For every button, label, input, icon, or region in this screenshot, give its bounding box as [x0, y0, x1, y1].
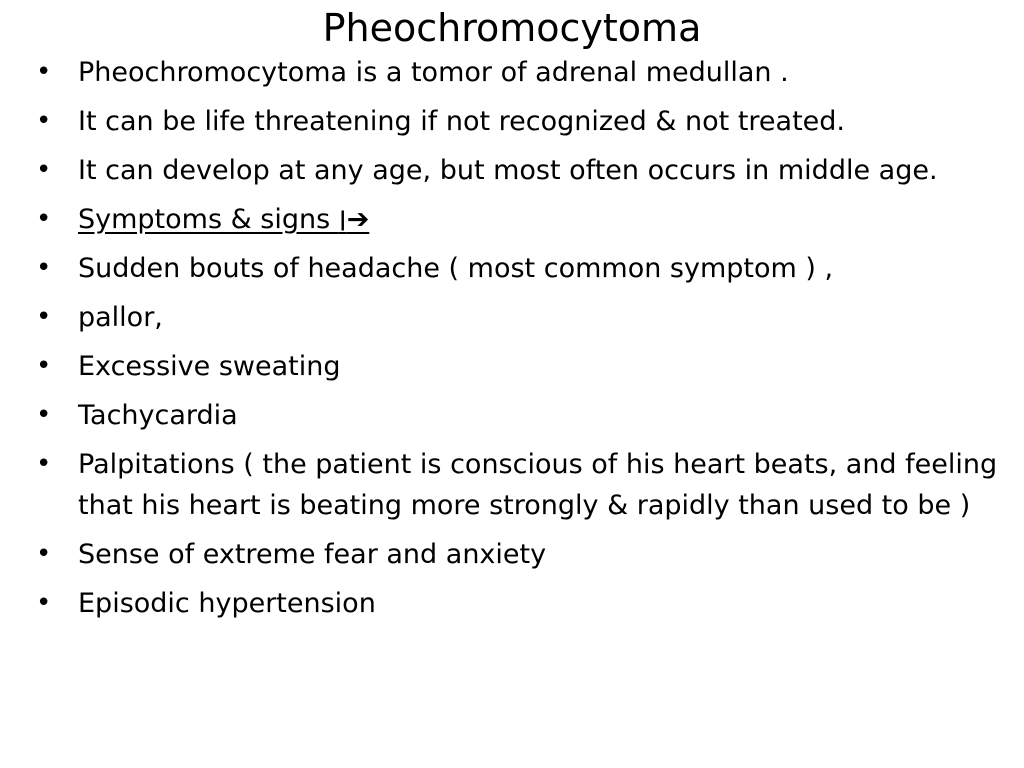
- list-item: [32, 346, 1012, 387]
- bullet-text: Episodic hypertension: [78, 588, 376, 619]
- bullet-text: Tachycardia: [78, 400, 238, 431]
- list-item: [32, 583, 1012, 624]
- list-item: [32, 150, 1012, 191]
- bullet-dot-icon: •: [36, 539, 52, 569]
- bullet-text: Sense of extreme fear and anxiety: [78, 539, 547, 570]
- list-item: [32, 101, 1012, 142]
- list-item: [32, 534, 1012, 575]
- list-item: [32, 199, 1012, 240]
- bullet-dot-icon: •: [36, 57, 52, 87]
- bullet-dot-icon: •: [36, 253, 52, 283]
- list-item: [32, 248, 1012, 289]
- bullet-dot-icon: •: [36, 351, 52, 381]
- list-item: [32, 395, 1012, 436]
- bullet-text: It can be life threatening if not recognized & not treated.: [78, 106, 845, 137]
- bullet-dot-icon: •: [36, 449, 52, 479]
- bullet-dot-icon: •: [36, 400, 52, 430]
- bullet-text: It can develop at any age, but most often occurs in middle age.: [78, 155, 938, 186]
- bullet-text: Excessive sweating: [78, 351, 341, 382]
- bullet-dot-icon: •: [36, 155, 52, 185]
- list-item: [32, 52, 1012, 93]
- bullet-list: [32, 52, 1012, 632]
- bullet-text: Palpitations ( the patient is conscious of his heart beats, and feeling that his heart is beating more strongly & rapidly than used to be ): [78, 449, 998, 521]
- symptoms-heading: Symptoms & signs ׀➔: [78, 204, 370, 235]
- bullet-text: pallor,: [78, 302, 163, 333]
- bullet-dot-icon: •: [36, 204, 52, 234]
- list-item: [32, 297, 1012, 338]
- bullet-dot-icon: •: [36, 588, 52, 618]
- bullet-text: Pheochromocytoma is a tomor of adrenal medullan .: [78, 57, 789, 88]
- slide-title: Pheochromocytoma: [322, 6, 702, 50]
- bullet-dot-icon: •: [36, 302, 52, 332]
- list-item: [32, 444, 1012, 526]
- bullet-text: Sudden bouts of headache ( most common symptom ) ,: [78, 253, 834, 284]
- bullet-dot-icon: •: [36, 106, 52, 136]
